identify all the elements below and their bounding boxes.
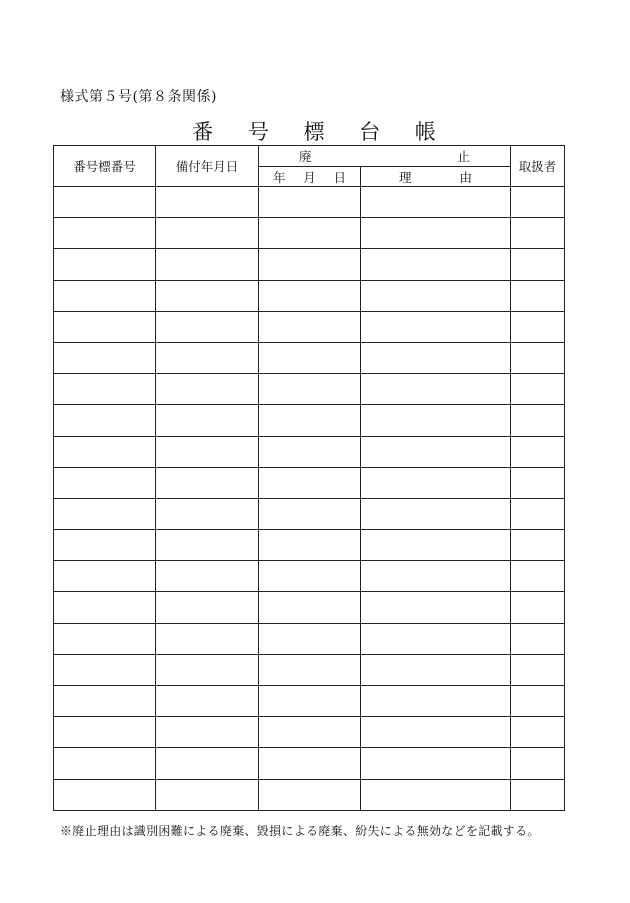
cell-handler[interactable]	[511, 654, 565, 685]
cell-abolition-date[interactable]	[259, 779, 361, 810]
cell-reason[interactable]	[361, 467, 511, 498]
table-row	[54, 374, 565, 405]
cell-reason[interactable]	[361, 686, 511, 717]
cell-number[interactable]	[54, 249, 156, 280]
cell-handler[interactable]	[511, 592, 565, 623]
cell-number[interactable]	[54, 218, 156, 249]
table-row	[54, 467, 565, 498]
cell-abolition-date[interactable]	[259, 561, 361, 592]
cell-abolition-date[interactable]	[259, 187, 361, 218]
header-day: 日	[333, 169, 346, 185]
cell-handler[interactable]	[511, 498, 565, 529]
cell-number[interactable]	[54, 686, 156, 717]
cell-abolition-date[interactable]	[259, 436, 361, 467]
cell-handler[interactable]	[511, 436, 565, 467]
cell-number[interactable]	[54, 623, 156, 654]
cell-handler[interactable]	[511, 249, 565, 280]
table-row	[54, 654, 565, 685]
cell-handler[interactable]	[511, 405, 565, 436]
cell-installed-date[interactable]	[156, 717, 259, 748]
cell-reason[interactable]	[361, 187, 511, 218]
title-char: 標	[303, 120, 327, 144]
cell-reason[interactable]	[361, 342, 511, 373]
cell-installed-date[interactable]	[156, 561, 259, 592]
header-reason-char: 由	[459, 169, 472, 185]
cell-installed-date[interactable]	[156, 405, 259, 436]
cell-reason[interactable]	[361, 717, 511, 748]
cell-number[interactable]	[54, 654, 156, 685]
cell-abolition-date[interactable]	[259, 592, 361, 623]
table-row	[54, 249, 565, 280]
cell-reason[interactable]	[361, 249, 511, 280]
cell-number[interactable]	[54, 342, 156, 373]
header-abolition-char: 止	[457, 149, 470, 164]
cell-abolition-date[interactable]	[259, 717, 361, 748]
cell-abolition-date[interactable]	[259, 467, 361, 498]
cell-installed-date[interactable]	[156, 654, 259, 685]
cell-abolition-date[interactable]	[259, 405, 361, 436]
title-char: 帳	[414, 120, 438, 144]
cell-number[interactable]	[54, 592, 156, 623]
cell-handler[interactable]	[511, 467, 565, 498]
table-row	[54, 218, 565, 249]
header-installed-date: 備付年月日	[156, 146, 259, 187]
cell-installed-date[interactable]	[156, 249, 259, 280]
cell-reason[interactable]	[361, 405, 511, 436]
cell-reason[interactable]	[361, 530, 511, 561]
cell-installed-date[interactable]	[156, 498, 259, 529]
table-row	[54, 779, 565, 810]
table-row	[54, 342, 565, 373]
cell-abolition-date[interactable]	[259, 311, 361, 342]
cell-reason[interactable]	[361, 561, 511, 592]
cell-number[interactable]	[54, 187, 156, 218]
cell-installed-date[interactable]	[156, 374, 259, 405]
cell-handler[interactable]	[511, 717, 565, 748]
cell-handler[interactable]	[511, 187, 565, 218]
ledger-table	[53, 145, 565, 811]
table-row	[54, 187, 565, 218]
cell-installed-date[interactable]	[156, 530, 259, 561]
table-row	[54, 436, 565, 467]
cell-handler[interactable]	[511, 779, 565, 810]
cell-installed-date[interactable]	[156, 187, 259, 218]
cell-installed-date[interactable]	[156, 342, 259, 373]
cell-abolition-date[interactable]	[259, 280, 361, 311]
cell-handler[interactable]	[511, 530, 565, 561]
cell-installed-date[interactable]	[156, 436, 259, 467]
table-row	[54, 592, 565, 623]
cell-handler[interactable]	[511, 748, 565, 779]
cell-handler[interactable]	[511, 218, 565, 249]
cell-number[interactable]	[54, 374, 156, 405]
cell-number[interactable]	[54, 311, 156, 342]
cell-installed-date[interactable]	[156, 623, 259, 654]
table-row	[54, 405, 565, 436]
cell-abolition-date[interactable]	[259, 748, 361, 779]
table-row	[54, 623, 565, 654]
cell-reason[interactable]	[361, 654, 511, 685]
cell-number[interactable]	[54, 405, 156, 436]
cell-installed-date[interactable]	[156, 467, 259, 498]
ledger-body	[54, 187, 565, 811]
table-row	[54, 561, 565, 592]
cell-number[interactable]	[54, 498, 156, 529]
header-abolition	[259, 146, 511, 167]
header-number-plate-number: 番号標番号	[54, 146, 156, 187]
table-row	[54, 530, 565, 561]
form-number-label: 様式第５号(第８条関係)	[60, 89, 217, 105]
cell-abolition-date[interactable]	[259, 374, 361, 405]
cell-installed-date[interactable]	[156, 779, 259, 810]
cell-installed-date[interactable]	[156, 748, 259, 779]
header-abolition-char: 廃	[299, 149, 312, 164]
cell-reason[interactable]	[361, 374, 511, 405]
cell-handler[interactable]	[511, 623, 565, 654]
cell-abolition-date[interactable]	[259, 249, 361, 280]
cell-handler[interactable]	[511, 311, 565, 342]
table-row	[54, 498, 565, 529]
cell-reason[interactable]	[361, 280, 511, 311]
header-month: 月	[303, 169, 316, 185]
cell-number[interactable]	[54, 280, 156, 311]
table-row	[54, 686, 565, 717]
cell-number[interactable]	[54, 436, 156, 467]
cell-installed-date[interactable]	[156, 311, 259, 342]
cell-reason[interactable]	[361, 218, 511, 249]
cell-reason[interactable]	[361, 311, 511, 342]
cell-reason[interactable]	[361, 779, 511, 810]
cell-installed-date[interactable]	[156, 280, 259, 311]
cell-handler[interactable]	[511, 561, 565, 592]
cell-number[interactable]	[54, 467, 156, 498]
cell-number[interactable]	[54, 530, 156, 561]
header-year: 年	[273, 169, 286, 185]
cell-abolition-date[interactable]	[259, 342, 361, 373]
cell-reason[interactable]	[361, 748, 511, 779]
cell-handler[interactable]	[511, 374, 565, 405]
title-char: 号	[247, 120, 271, 144]
cell-number[interactable]	[54, 779, 156, 810]
cell-installed-date[interactable]	[156, 218, 259, 249]
cell-number[interactable]	[54, 561, 156, 592]
title-char: 台	[359, 120, 383, 144]
header-handler: 取扱者	[511, 146, 565, 187]
cell-handler[interactable]	[511, 686, 565, 717]
table-row	[54, 748, 565, 779]
document-title	[0, 116, 630, 146]
cell-installed-date[interactable]	[156, 592, 259, 623]
title-char: 番	[192, 120, 216, 144]
cell-handler[interactable]	[511, 342, 565, 373]
cell-reason[interactable]	[361, 498, 511, 529]
cell-number[interactable]	[54, 717, 156, 748]
header-reason	[361, 167, 511, 187]
cell-reason[interactable]	[361, 592, 511, 623]
header-reason-char: 理	[398, 169, 412, 185]
cell-abolition-date[interactable]	[259, 498, 361, 529]
table-row	[54, 280, 565, 311]
cell-number[interactable]	[54, 748, 156, 779]
cell-abolition-date[interactable]	[259, 623, 361, 654]
table-row	[54, 717, 565, 748]
footnote: ※廃止理由は識別困難による廃棄、毀損による廃棄、紛失による無効などを記載する。	[60, 824, 540, 838]
cell-abolition-date[interactable]	[259, 686, 361, 717]
cell-reason[interactable]	[361, 436, 511, 467]
cell-handler[interactable]	[511, 280, 565, 311]
cell-installed-date[interactable]	[156, 686, 259, 717]
cell-abolition-date[interactable]	[259, 654, 361, 685]
cell-reason[interactable]	[361, 623, 511, 654]
table-row	[54, 311, 565, 342]
cell-abolition-date[interactable]	[259, 530, 361, 561]
cell-abolition-date[interactable]	[259, 218, 361, 249]
header-abolition-date	[259, 167, 361, 187]
